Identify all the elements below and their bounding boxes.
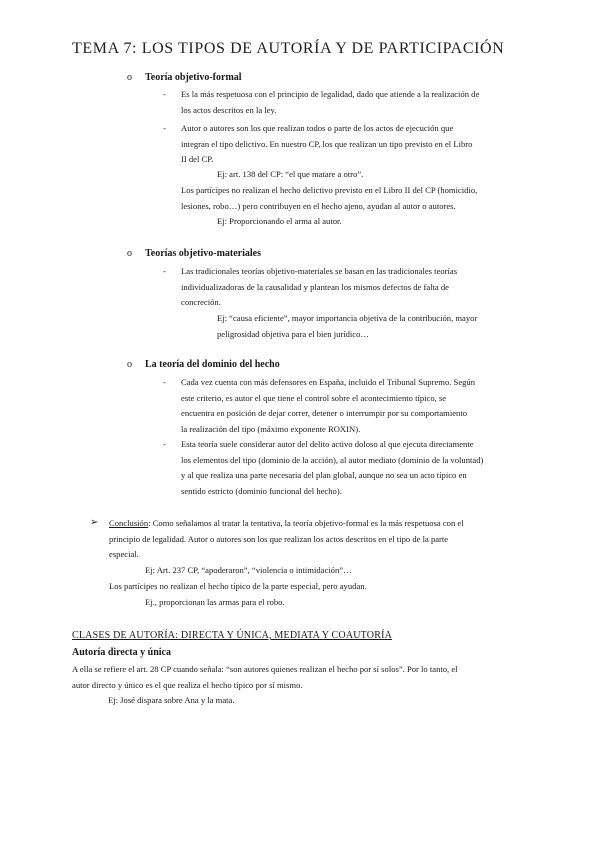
example-line: Ej: art. 138 del CP: “el que matare a otro”. <box>217 169 364 179</box>
text-line: Las tradicionales teorías objetivo-materiales se basan en las tradicionales teorías <box>181 266 458 276</box>
text-line: los elementos del tipo (dominio de la acción), al autor mediato (dominio de la voluntad) <box>181 455 484 465</box>
text-line: A ella se refiere el art. 28 CP cuando señala: “son autores quienes realizan el hecho por sí solos”. Por lo tanto, el <box>72 664 458 674</box>
text-line: la realización del tipo (máximo exponente ROXIN). <box>181 424 361 434</box>
text-line: especial. <box>109 549 139 559</box>
example-line: Ej., proporcionan las armas para el robo. <box>145 597 285 607</box>
example-line: Ej: Proporcionando el arma al autor. <box>217 216 342 226</box>
section-bullet: o <box>127 72 132 83</box>
conclusion-text: : Como señalamos al tratar la tentativa, la teoría objetivo-formal es la más respetuosa con el <box>148 518 464 528</box>
dash-marker: - <box>163 377 166 387</box>
dash-marker: - <box>163 89 166 99</box>
conclusion-first-line <box>109 515 464 531</box>
text-line: los actos descritos en la ley. <box>181 105 277 115</box>
text-line: este criterio, es autor el que tiene el control sobre el acontecimiento típico, se <box>181 393 447 403</box>
dash-marker: - <box>163 123 166 133</box>
text-line: encuentra en posición de dejar correr, detener o interrumpir por su comportamiento <box>181 408 468 418</box>
text-line: sentido estricto (dominio funcional del hecho). <box>181 486 342 496</box>
section-title-clases: CLASES DE AUTORÍA: DIRECTA Y ÚNICA, MEDIATA Y COAUTORÍA <box>72 630 393 641</box>
text-line: y al que realiza una parte necesaria del plan global, aunque no sea un acto típico en <box>181 470 467 480</box>
example-line: Ej: José dispara sobre Ana y la mata. <box>108 695 235 705</box>
text-line: concreción. <box>181 297 221 307</box>
text-line: Autor o autores son los que realizan todos o parte de los actos de ejecución que <box>181 123 454 133</box>
subheading-autoria-directa: Autoría directa y única <box>72 647 171 658</box>
dash-marker: - <box>163 439 166 449</box>
example-line: Ej: “causa eficiente”, mayor importancia objetiva de la contribución, mayor <box>217 313 478 323</box>
text-line: Esta teoría suele considerar autor del delito activo doloso al que ejecuta directamente <box>181 439 474 449</box>
section-bullet: o <box>127 248 132 259</box>
text-line: II del CP. <box>181 154 214 164</box>
section-heading-objetivo-formal: Teoría objetivo-formal <box>145 72 242 83</box>
text-line: Cada vez cuenta con más defensores en España, incluido el Tribunal Supremo. Según <box>181 377 476 387</box>
text-line: Los partícipes no realizan el hecho típico de la parte especial, pero ayudan. <box>109 581 367 591</box>
conclusion-label: Conclusión <box>109 518 149 528</box>
text-line: individualizadoras de la causalidad y plantean los mismos defectos de falta de <box>181 282 449 292</box>
page-title: TEMA 7: LOS TIPOS DE AUTORÍA Y DE PARTICIPACIÓN <box>72 40 505 57</box>
text-line: Los partícipes no realizan el hecho delictivo previsto en el Libro II del CP (homicidio, <box>181 185 478 195</box>
arrow-bullet-icon: ➢ <box>90 517 99 528</box>
dash-marker: - <box>163 266 166 276</box>
example-line: Ej: Art. 237 CP, “apoderaron”, “violencia o intimidación”… <box>145 565 352 575</box>
text-line: lesiones, robo…) pero contribuyen en el hecho ajeno, ayudan al autor o autores. <box>181 201 456 211</box>
example-line: peligrosidad objetiva para el bien jurídico… <box>217 329 370 339</box>
section-bullet: o <box>127 359 132 370</box>
text-line: Es la más respetuosa con el principio de legalidad, dado que atiende a la realización de <box>181 89 480 99</box>
section-heading-dominio-del-hecho: La teoría del dominio del hecho <box>145 359 280 370</box>
text-line: autor directo y único es el que realiza el hecho típico por sí mismo. <box>72 680 303 690</box>
text-line: principio de legalidad. Autor o autores son los que realizan los actos descritos en el tipo de la parte <box>109 534 449 544</box>
text-line: integran el tipo delictivo. En nuestro CP, los que realizan un tipo previsto en el Libro <box>181 139 473 149</box>
section-heading-objetivo-materiales: Teorías objetivo-materiales <box>145 248 261 259</box>
